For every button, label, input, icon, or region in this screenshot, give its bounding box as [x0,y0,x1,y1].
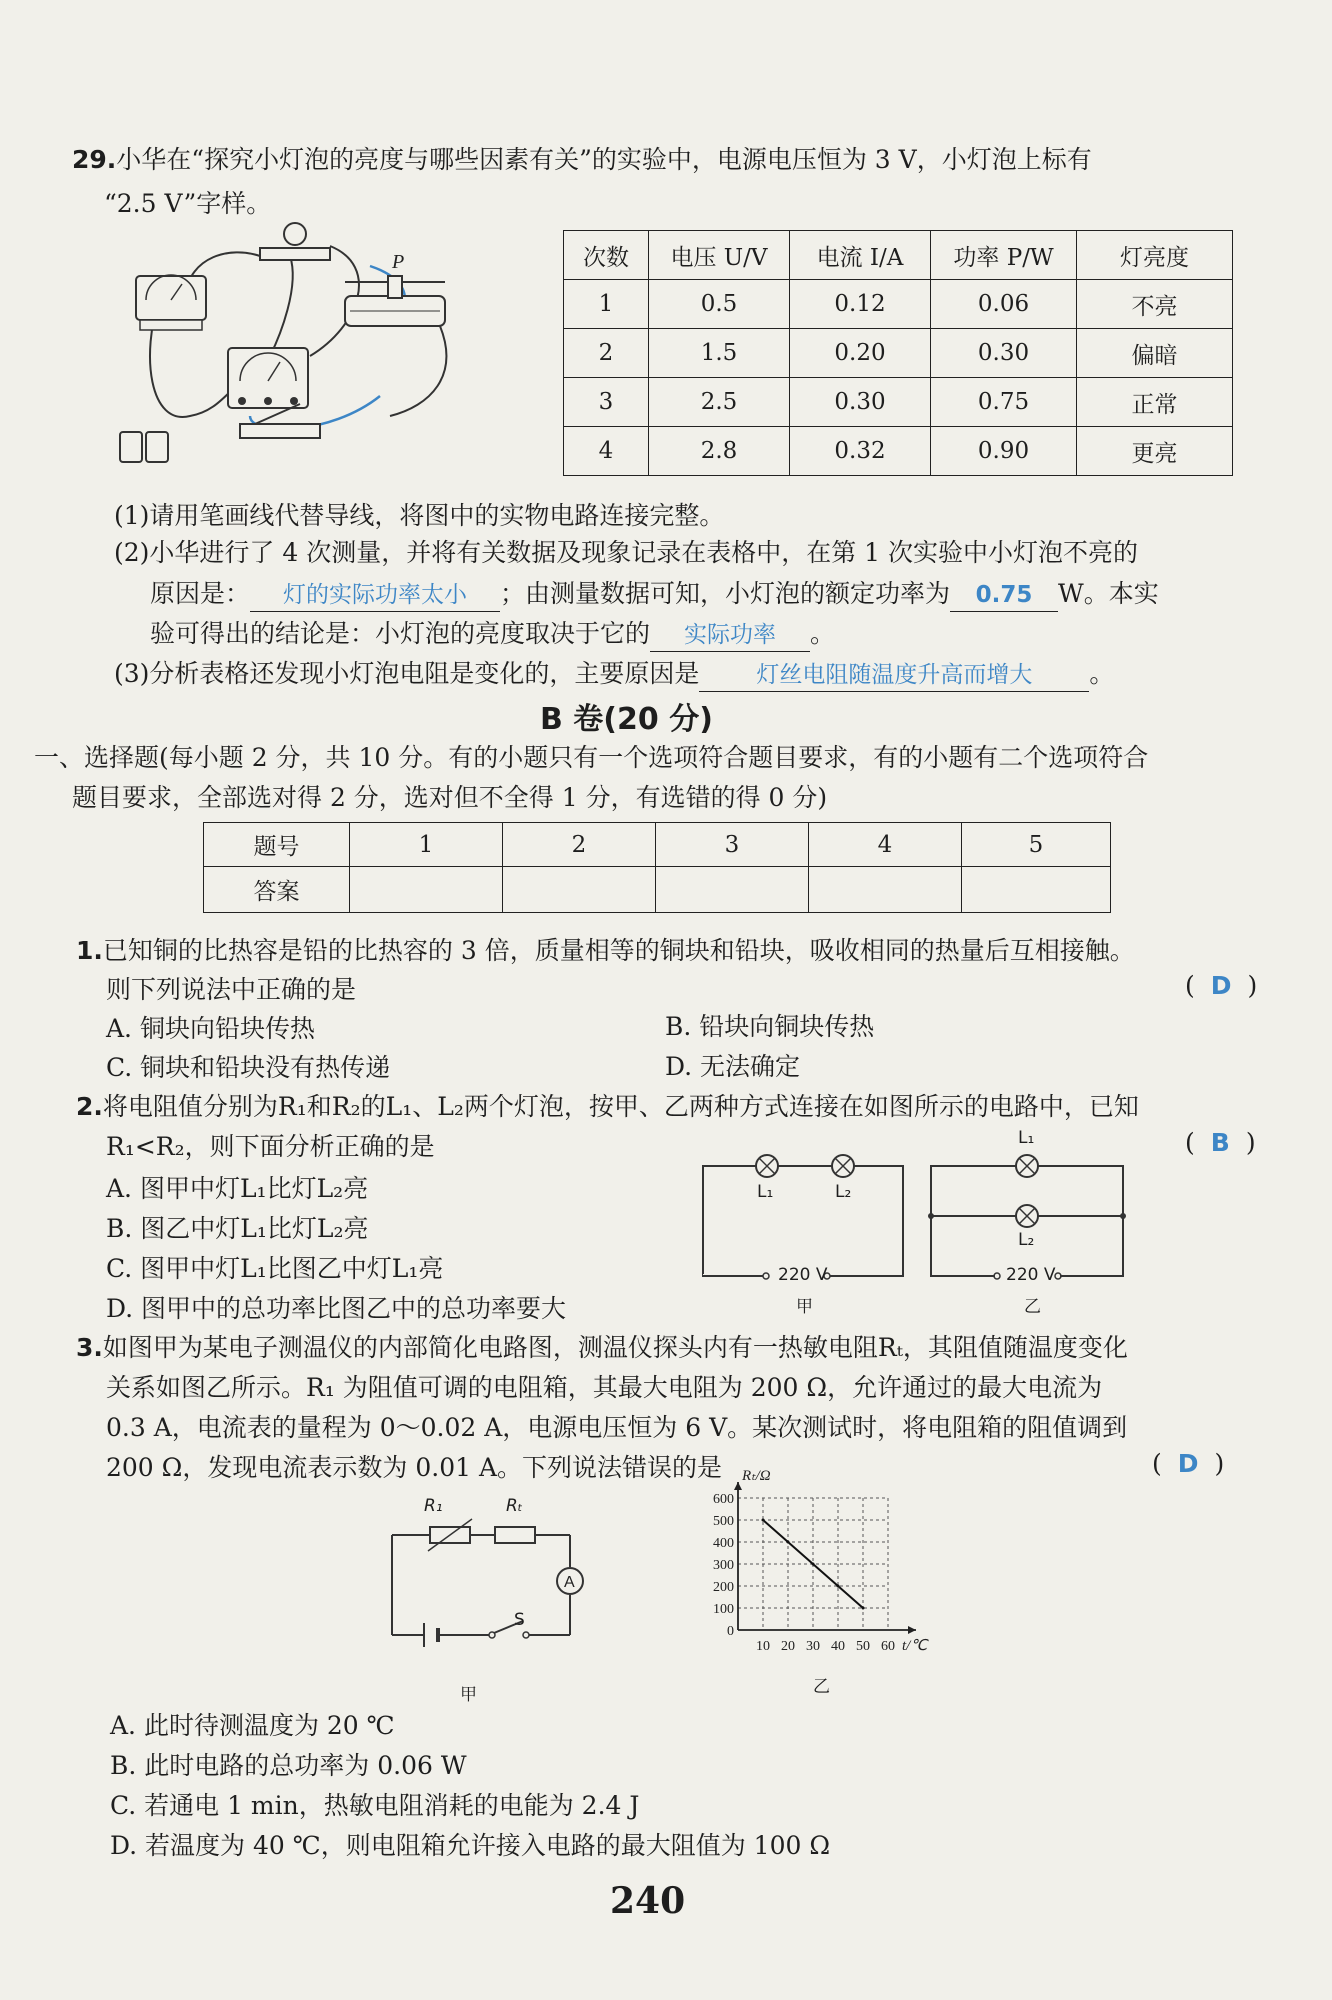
table-cell: 1.5 [649,329,790,378]
b2-line1: 2.将电阻值分别为R₁和R₂的L₁、L₂两个灯泡，按甲、乙两种方式连接在如图所示的电路中，已知 [76,1092,1139,1121]
b3-caption-jia: 甲 [460,1685,477,1705]
b3-rt-label: Rₜ [506,1496,523,1516]
b2-jia-voltage: 220 V [778,1265,828,1285]
b3-line3: 0.3 A，电流表的量程为 0～0.02 A，电源电压恒为 6 V。某次测试时，将电阻箱的阻值调到 [106,1413,1128,1442]
y-tick-label: 200 [713,1580,734,1595]
answer-blank [650,618,810,652]
table-cell: 0.32 [790,427,931,476]
b3-figure-circuit [380,1495,600,1655]
x-tick-label: 20 [781,1639,795,1654]
q29-data-table [563,230,1233,476]
handwritten-answer: 灯丝电阻随温度升高而增大 [756,662,1033,688]
table-row [204,867,1111,913]
q29-stem-line1: 29.小华在“探究小灯泡的亮度与哪些因素有关”的实验中，电源电压恒为 3 V，小灯泡上标有 [72,145,1092,174]
table-cell [503,867,656,913]
table-row [564,280,1233,329]
lamp-l2-icon [832,1155,854,1177]
q29-part2-line3: 验可得出的结论是：小灯泡的亮度取决于它的 实际功率 。 [150,618,835,652]
table-cell: 3 [564,378,649,427]
data-point [787,1541,790,1544]
b3-line2: 关系如图乙所示。R₁ 为阻值可调的电阻箱，其最大电阻为 200 Ω，允许通过的最大电流为 [106,1373,1103,1402]
table-row [564,427,1233,476]
table-cell: 0.75 [931,378,1077,427]
b2-option-a: A. 图甲中灯L₁比灯L₂亮 [106,1174,369,1203]
y-tick-label: 0 [727,1624,734,1639]
b3-line4: 200 Ω，发现电流表示数为 0.01 A。下列说法错误的是 [106,1453,723,1482]
page-number: 240 [610,1880,686,1922]
table-cell: 2.8 [649,427,790,476]
handwritten-answer: 灯的实际功率太小 [283,582,468,608]
b3-answer: ( D ) [1152,1449,1225,1478]
table-cell: 2.5 [649,378,790,427]
table-header-row [564,231,1233,280]
b3-option-b: B. 此时电路的总功率为 0.06 W [110,1751,467,1780]
lamp-l2-icon [1016,1205,1038,1227]
table-cell: 偏暗 [1077,329,1233,378]
section-b-heading-line2: 题目要求，全部选对得 2 分，选对但不全得 1 分，有选错的得 0 分) [72,783,828,812]
table-header-cell: 电压 U/V [649,231,790,280]
table-header-cell: 次数 [564,231,649,280]
handwritten-answer: 0.75 [975,582,1033,608]
battery-icon [120,432,142,462]
q29-part3: (3)分析表格还发现小灯泡电阻是变化的，主要原因是 灯丝电阻随温度升高而增大 。 [114,658,1114,692]
section-b-heading-line1: 一、选择题(每小题 2 分，共 10 分。有的小题只有一个选项符合题目要求，有的小题有二个选项符合 [34,743,1149,772]
b2-answer: ( B ) [1185,1128,1256,1157]
q29-part1: (1)请用笔画线代替导线，将图中的实物电路连接完整。 [114,501,725,530]
table-cell: 更亮 [1077,427,1233,476]
table-cell: 0.90 [931,427,1077,476]
b2-line2: R₁<R₂，则下面分析正确的是 [106,1132,435,1161]
b1-answer: ( D ) [1185,971,1258,1000]
b2-option-c: C. 图甲中灯L₁比图乙中灯L₁亮 [106,1254,444,1283]
answer-blank [699,658,1089,692]
table-cell: 4 [564,427,649,476]
b1-option-a: A. 铜块向铅块传热 [106,1014,315,1043]
lamp-l1-icon [756,1155,778,1177]
table-cell [962,867,1111,913]
b2-caption-yi: 乙 [1024,1297,1041,1317]
bulb-icon [284,223,306,245]
b2-jia-l2-label: L₂ [835,1182,852,1202]
y-tick-label: 500 [713,1514,734,1529]
answer-blank [250,578,500,612]
x-axis-label: t/℃ [902,1638,928,1654]
b3-line1: 3.如图甲为某电子测温仪的内部简化电路图，测温仪探头内有一热敏电阻Rₜ，其阻值随温度变化 [76,1333,1128,1362]
table-cell: 2 [503,823,656,867]
q29-number: 29. [72,145,117,174]
handwritten-answer: 实际功率 [684,622,777,648]
x-tick-label: 10 [756,1639,770,1654]
table-cell: 5 [962,823,1111,867]
table-header-cell: 功率 P/W [931,231,1077,280]
b2-caption-jia: 甲 [796,1297,813,1317]
b2-number: 2. [76,1092,103,1121]
b3-r1-label: R₁ [424,1496,443,1516]
answer-blank [950,578,1058,612]
table-cell [656,867,809,913]
table-cell [809,867,962,913]
b1-line1: 1.已知铜的比热容是铅的比热容的 3 倍，质量相等的铜块和铅块，吸收相同的热量后互相接触。 [76,936,1135,965]
q29-stem-line2: “2.5 V”字样。 [104,189,272,218]
switch-icon [240,424,320,438]
b1-line2: 则下列说法中正确的是 [106,975,357,1004]
b2-yi-l2-label: L₂ [1018,1230,1035,1250]
table-row [564,329,1233,378]
bulb-stand-icon [260,248,330,260]
y-axis-arrow [734,1482,742,1490]
ammeter-label: A [564,1574,575,1591]
b3-rt-chart [690,1468,980,1665]
b3-switch-label: S [514,1610,525,1630]
table-row [564,378,1233,427]
table-header-cell: 灯亮度 [1077,231,1233,280]
table-cell: 1 [350,823,503,867]
battery-icon [146,432,168,462]
b3-option-d: D. 若温度为 40 ℃，则电阻箱允许接入电路的最大阻值为 100 Ω [110,1831,831,1860]
b3-option-c: C. 若通电 1 min，热敏电阻消耗的电能为 2.4 J [110,1791,640,1820]
table-cell: 3 [656,823,809,867]
table-cell: 1 [564,280,649,329]
table-cell: 0.20 [790,329,931,378]
data-point [812,1563,815,1566]
b1-option-d: D. 无法确定 [665,1052,801,1081]
x-tick-label: 30 [806,1639,820,1654]
table-cell: 0.30 [931,329,1077,378]
b1-option-b: B. 铅块向铜块传热 [665,1012,875,1041]
q29-part2-line1: (2)小华进行了 4 次测量，并将有关数据及现象记录在表格中，在第 1 次实验中小灯泡不亮的 [114,538,1139,567]
table-cell: 题号 [204,823,350,867]
table-cell: 不亮 [1077,280,1233,329]
data-point [837,1585,840,1588]
table-row [204,823,1111,867]
slider-label: P [392,251,405,273]
table-header-cell: 电流 I/A [790,231,931,280]
table-cell [350,867,503,913]
q29-circuit-illustration [130,236,460,464]
q29-part2-line2: 原因是： 灯的实际功率太小 ；由测量数据可知，小灯泡的额定功率为 0.75 W。本实 [150,578,1159,612]
table-cell: 2 [564,329,649,378]
table-cell: 4 [809,823,962,867]
y-tick-label: 600 [713,1492,734,1507]
y-tick-label: 400 [713,1536,734,1551]
data-point [862,1607,865,1610]
x-tick-label: 50 [856,1639,870,1654]
b2-yi-l1-label: L₁ [1018,1128,1035,1148]
x-tick-label: 40 [831,1639,845,1654]
table-cell: 0.12 [790,280,931,329]
y-tick-label: 100 [713,1602,734,1617]
answer-table [203,822,1111,913]
b2-jia-l1-label: L₁ [757,1182,774,1202]
b2-option-d: D. 图甲中的总功率比图乙中的总功率要大 [106,1294,567,1323]
x-axis-arrow [908,1626,916,1634]
data-point [762,1519,765,1522]
b2-yi-voltage: 220 V [1006,1265,1056,1285]
b3-caption-yi: 乙 [813,1677,830,1697]
y-tick-label: 300 [713,1558,734,1573]
b3-number: 3. [76,1333,103,1362]
x-tick-label: 60 [881,1639,895,1654]
section-b-title: B 卷(20 分) [540,702,713,737]
lamp-l1-icon [1016,1155,1038,1177]
table-cell: 0.06 [931,280,1077,329]
table-cell: 正常 [1077,378,1233,427]
table-cell: 0.30 [790,378,931,427]
y-axis-label: Rₜ/Ω [742,1468,771,1484]
b3-option-a: A. 此时待测温度为 20 ℃ [110,1711,395,1740]
battery-icon [424,1623,438,1647]
resistance-box-r1-icon [428,1519,472,1551]
b1-number: 1. [76,936,103,965]
table-cell: 答案 [204,867,350,913]
table-cell: 0.5 [649,280,790,329]
b1-option-c: C. 铜块和铅块没有热传递 [106,1053,391,1082]
thermistor-rt-icon [495,1527,535,1543]
b2-option-b: B. 图乙中灯L₁比灯L₂亮 [106,1214,369,1243]
